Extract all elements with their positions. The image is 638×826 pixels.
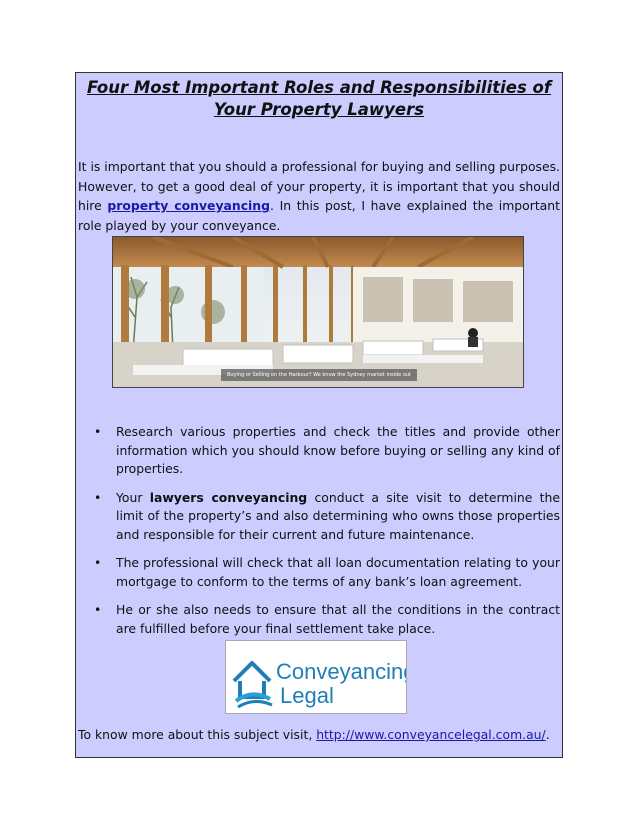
list-item	[84, 554, 560, 591]
conveyancing-legal-logo	[225, 640, 407, 714]
intro-text-end: . In this post, I have explained the important role played by your conveyance.	[78, 198, 560, 233]
property-conveyancing-link[interactable]: property conveyancing	[107, 198, 270, 213]
house-icon	[234, 663, 270, 681]
logo-word-legal: Legal	[280, 683, 334, 708]
list-item-text: Research various properties and check the titles and provide other information which you should know before buying or selling any kind of properties.	[116, 424, 560, 476]
bullet-icon: •	[94, 555, 102, 570]
bullet-icon: •	[94, 424, 102, 439]
photo-caption: Buying or Selling on the Harbour? We know the Sydney market inside out	[221, 369, 417, 381]
list-item-text-end: conduct a site visit to determine the limit of the property’s and also determining who owns those properties and responsible for their current and future maintenance.	[116, 489, 560, 542]
list-item	[84, 489, 560, 545]
document-panel	[75, 72, 563, 758]
intro-paragraph	[78, 157, 560, 235]
list-item	[84, 601, 560, 638]
office-photo-illustration	[113, 237, 523, 387]
logo-word-conveyancing: Conveyancing	[276, 659, 406, 684]
footer-period: .	[545, 727, 550, 742]
responsibilities-list	[84, 423, 560, 648]
lawyers-conveyancing-emphasis: lawyers conveyancing	[149, 489, 308, 505]
list-item-text: The professional will check that all loan documentation relating to your mortgage to conform to the terms of any bank’s loan agreement.	[116, 555, 560, 589]
office-interior-photo	[112, 236, 524, 388]
document-title	[76, 77, 562, 121]
title-line-1: Four Most Important Roles and Responsibilities of	[86, 78, 552, 97]
list-item	[84, 423, 560, 479]
title-line-2: Your Property Lawyers	[213, 100, 425, 119]
conveyancelegal-website-link[interactable]: http://www.conveyancelegal.com.au/	[316, 727, 546, 742]
footer-text: To know more about this subject visit,	[78, 727, 317, 742]
list-item-text: He or she also needs to ensure that all the conditions in the contract are fulfilled before your final settlement take place.	[116, 602, 560, 636]
footer-paragraph	[78, 726, 560, 744]
logo-graphic	[226, 641, 406, 713]
intro-text-start: It is important that you should a professional for buying and selling purposes. However, to get a good deal of your property, it is important that you should hire	[78, 159, 560, 213]
list-item-text-start: Your	[116, 489, 150, 505]
bullet-icon: •	[94, 489, 102, 505]
bullet-icon: •	[94, 602, 102, 617]
